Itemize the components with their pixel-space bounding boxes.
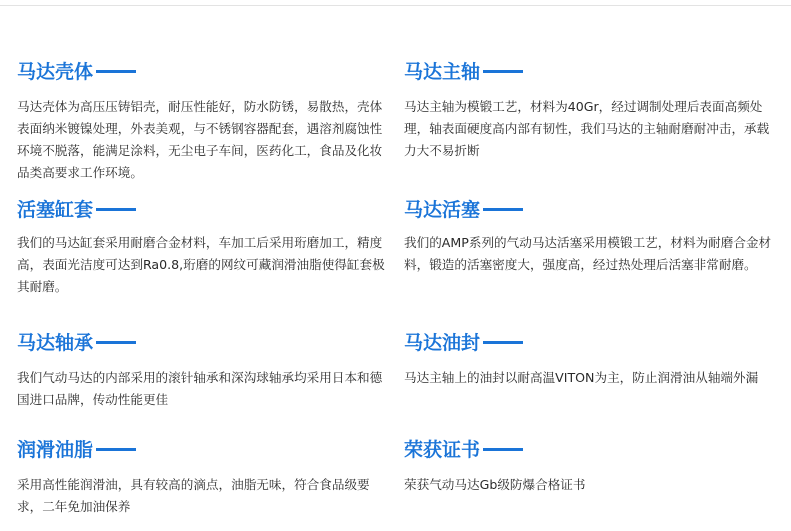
- section-heading: [17, 438, 389, 462]
- section-body: 马达主轴为模锻工艺，材料为40Gr，经过调制处理后表面高频处理，轴表面硬度高内部有韧性，我们马达的主轴耐磨耐冲击，承载力大不易折断: [404, 99, 770, 158]
- section-title: 润滑油脂: [17, 439, 94, 461]
- section-heading: [404, 331, 776, 355]
- section-title: 马达主轴: [404, 61, 481, 83]
- section-body: 我们的AMP系列的气动马达活塞采用模锻工艺，材料为耐磨合金材料，锻造的活塞密度大，强度高，经过热处理后活塞非常耐磨。: [404, 235, 772, 272]
- section-title: 马达轴承: [17, 332, 94, 354]
- section-housing: [17, 60, 389, 184]
- section-body: 马达壳体为高压压铸铝壳，耐压性能好，防水防锈，易散热，壳体表面纳米镀镍处理，外表美观，与不锈钢容器配套，遇溶剂腐蚀性环境不脱落，能满足涂料，无尘电子车间，医药化工，食品及化妆品类高要求工作环境。: [17, 99, 383, 180]
- heading-underline: [96, 70, 136, 73]
- section-heading: [404, 438, 776, 462]
- section-piston: [404, 198, 776, 276]
- heading-underline: [96, 208, 136, 211]
- section-certificate: [404, 438, 776, 496]
- heading-underline: [483, 448, 523, 451]
- section-body: 马达主轴上的油封以耐高温VITON为主，防止润滑油从轴端外漏: [404, 370, 759, 385]
- section-heading: [17, 331, 389, 355]
- section-heading: [404, 198, 776, 222]
- section-heading: [17, 60, 389, 84]
- section-oil-seal: [404, 331, 776, 389]
- section-body: 我们气动马达的内部采用的滚针轴承和深沟球轴承均采用日本和德国进口品牌，传动性能更佳: [17, 370, 383, 407]
- section-grease: [17, 438, 389, 518]
- section-bearing: [17, 331, 389, 411]
- section-title: 马达壳体: [17, 61, 94, 83]
- section-title: 马达活塞: [404, 199, 481, 221]
- top-divider: [0, 5, 791, 6]
- section-body: 我们的马达缸套采用耐磨合金材料，车加工后采用珩磨加工，精度高，表面光洁度可达到Ra0.8,珩磨的网纹可藏润滑油脂使得缸套极其耐磨。: [17, 235, 385, 294]
- section-heading: [404, 60, 776, 84]
- heading-underline: [96, 341, 136, 344]
- section-spindle: [404, 60, 776, 162]
- section-title: 马达油封: [404, 332, 481, 354]
- section-body: 荣获气动马达Gb级防爆合格证书: [404, 477, 586, 492]
- section-title: 活塞缸套: [17, 199, 94, 221]
- heading-underline: [96, 448, 136, 451]
- section-title: 荣获证书: [404, 439, 481, 461]
- section-cylinder-liner: [17, 198, 389, 298]
- section-heading: [17, 198, 389, 222]
- heading-underline: [483, 208, 523, 211]
- heading-underline: [483, 341, 523, 344]
- section-body: 采用高性能润滑油，具有较高的滴点，油脂无味，符合食品级要求，二年免加油保养: [17, 477, 370, 514]
- heading-underline: [483, 70, 523, 73]
